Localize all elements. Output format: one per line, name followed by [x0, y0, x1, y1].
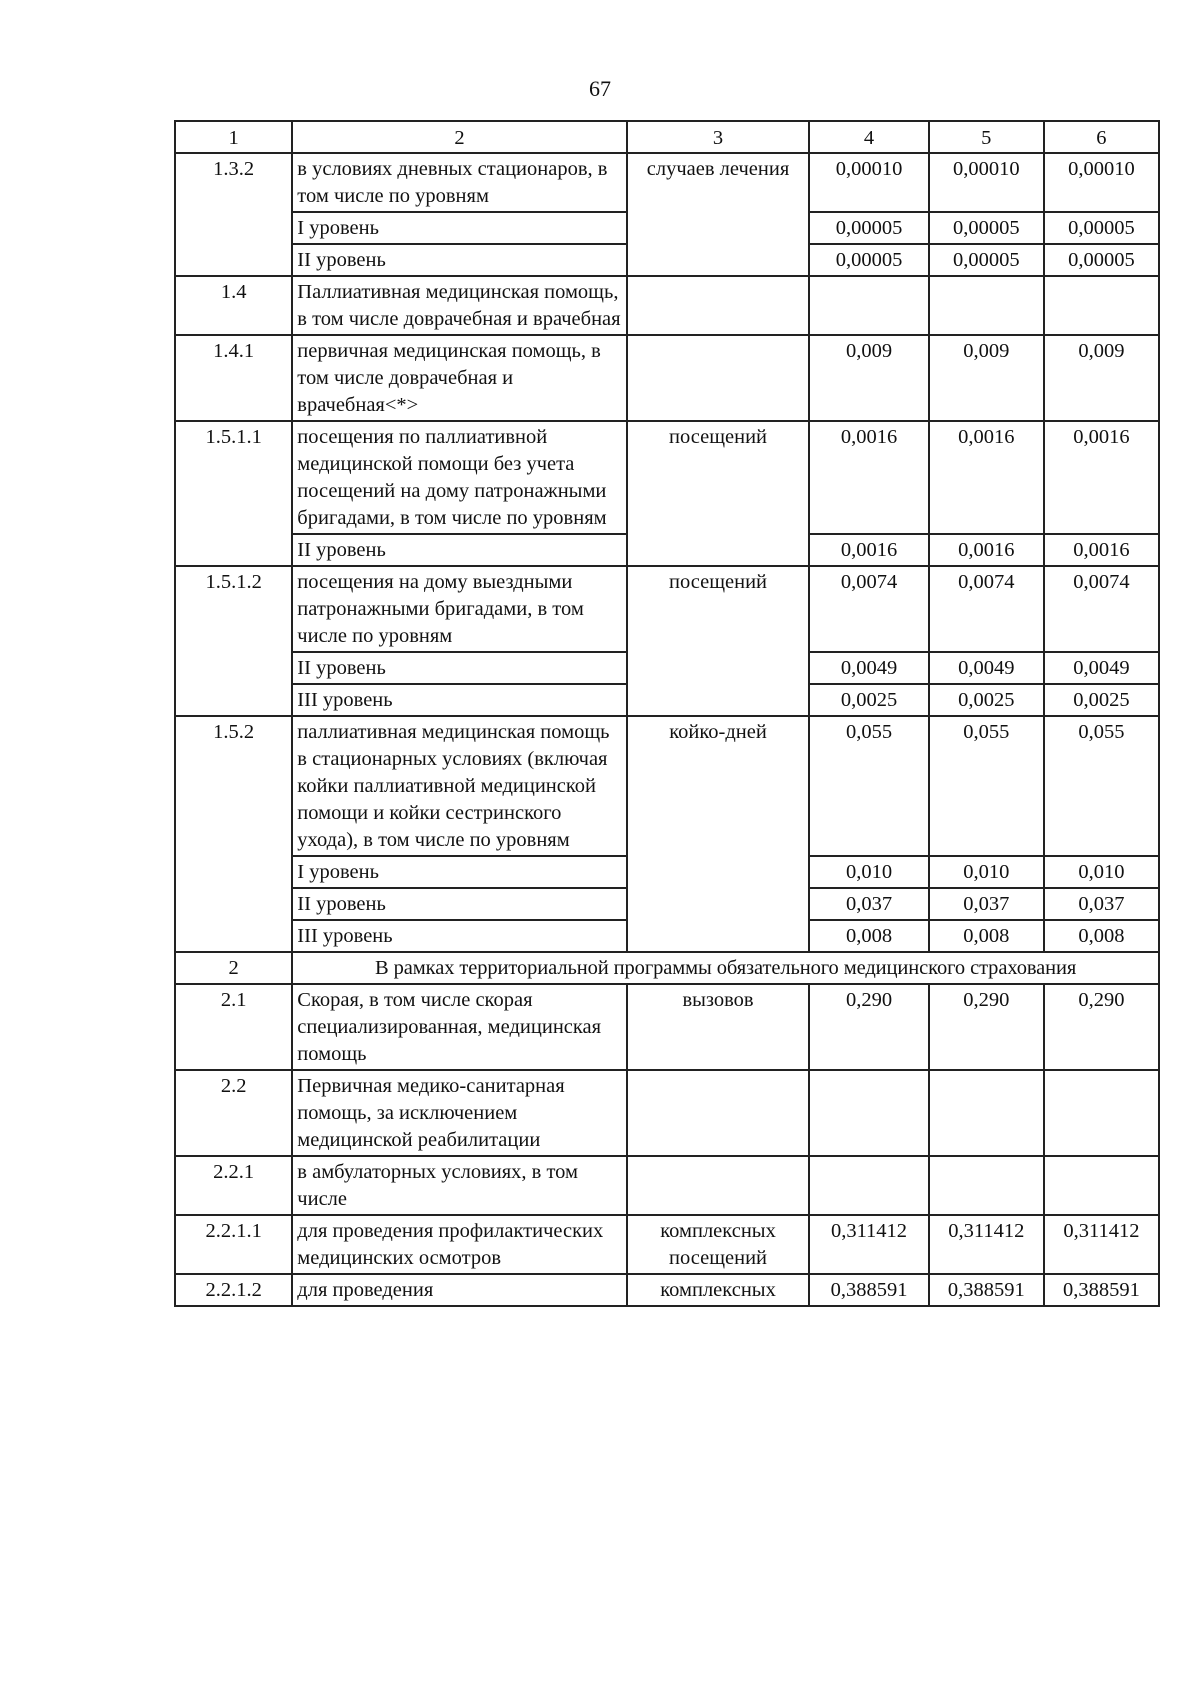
row-name: Скорая, в том числе скорая специализированная, медицинская помощь [292, 984, 627, 1070]
row-value-6: 0,009 [1044, 335, 1159, 421]
row-value-5: 0,037 [929, 888, 1044, 920]
table-row [175, 566, 1159, 652]
col-header-1: 1 [175, 121, 292, 153]
table-row [175, 276, 1159, 335]
table-row [175, 421, 1159, 534]
col-header-5: 5 [929, 121, 1044, 153]
row-name: в условиях дневных стационаров, в том числе по уровням [292, 153, 627, 212]
row-name: II уровень [292, 534, 627, 566]
row-name: паллиативная медицинская помощь в стационарных условиях (включая койки паллиативной медицинской помощи и койки сестринского ухода), в том числе по уровням [292, 716, 627, 856]
row-value-5: 0,009 [929, 335, 1044, 421]
row-value-5: 0,0049 [929, 652, 1044, 684]
row-code: 1.5.1.2 [175, 566, 292, 716]
row-value-5: 0,0074 [929, 566, 1044, 652]
page-number: 67 [589, 76, 611, 101]
row-code: 2.2.1.1 [175, 1215, 292, 1274]
row-code: 2.2.1 [175, 1156, 292, 1215]
row-value-6: 0,388591 [1044, 1274, 1159, 1306]
row-value-5 [929, 1070, 1044, 1156]
row-value-5: 0,008 [929, 920, 1044, 952]
row-value-6: 0,290 [1044, 984, 1159, 1070]
row-unit: посещений [627, 421, 809, 566]
row-unit [627, 1156, 809, 1215]
row-value-5: 0,388591 [929, 1274, 1044, 1306]
row-value-6: 0,00005 [1044, 212, 1159, 244]
col-header-2: 2 [292, 121, 627, 153]
row-code: 2 [175, 952, 292, 984]
row-value-6 [1044, 1156, 1159, 1215]
row-name: для проведения [292, 1274, 627, 1306]
row-value-4 [809, 276, 928, 335]
row-name: I уровень [292, 212, 627, 244]
row-value-4: 0,290 [809, 984, 928, 1070]
row-value-4: 0,008 [809, 920, 928, 952]
row-name: Первичная медико-санитарная помощь, за исключением медицинской реабилитации [292, 1070, 627, 1156]
row-value-6: 0,0016 [1044, 534, 1159, 566]
row-code: 2.2 [175, 1070, 292, 1156]
row-value-6: 0,00005 [1044, 244, 1159, 276]
row-value-5 [929, 1156, 1044, 1215]
row-value-4: 0,00010 [809, 153, 928, 212]
row-value-6: 0,008 [1044, 920, 1159, 952]
row-value-6 [1044, 276, 1159, 335]
row-value-6: 0,0049 [1044, 652, 1159, 684]
row-value-5: 0,0025 [929, 684, 1044, 716]
row-value-5: 0,0016 [929, 534, 1044, 566]
norms-table [174, 120, 1160, 1307]
row-unit [627, 335, 809, 421]
row-value-5: 0,00005 [929, 212, 1044, 244]
row-value-4: 0,0074 [809, 566, 928, 652]
row-code: 1.3.2 [175, 153, 292, 276]
table-row [175, 1156, 1159, 1215]
row-value-4: 0,009 [809, 335, 928, 421]
row-name: III уровень [292, 684, 627, 716]
row-value-6: 0,0016 [1044, 421, 1159, 534]
row-value-4: 0,00005 [809, 212, 928, 244]
table-row [175, 1274, 1159, 1306]
row-value-4 [809, 1070, 928, 1156]
row-value-5: 0,311412 [929, 1215, 1044, 1274]
row-value-6: 0,010 [1044, 856, 1159, 888]
section-row [175, 952, 1159, 984]
row-name: I уровень [292, 856, 627, 888]
header-row [175, 121, 1159, 153]
table-row [175, 1070, 1159, 1156]
row-value-6: 0,0025 [1044, 684, 1159, 716]
row-unit [627, 276, 809, 335]
row-value-6: 0,055 [1044, 716, 1159, 856]
row-code: 1.4 [175, 276, 292, 335]
row-value-4: 0,0025 [809, 684, 928, 716]
row-name: II уровень [292, 888, 627, 920]
row-value-5: 0,0016 [929, 421, 1044, 534]
row-code: 1.4.1 [175, 335, 292, 421]
row-value-6: 0,037 [1044, 888, 1159, 920]
table-row [175, 335, 1159, 421]
table-row [175, 984, 1159, 1070]
col-header-3: 3 [627, 121, 809, 153]
row-name: посещения по паллиативной медицинской помощи без учета посещений на дому патронажными бригадами, в том числе по уровням [292, 421, 627, 534]
row-value-4: 0,037 [809, 888, 928, 920]
row-value-6: 0,0074 [1044, 566, 1159, 652]
row-unit: случаев лечения [627, 153, 809, 276]
table-row [175, 716, 1159, 856]
row-value-5: 0,055 [929, 716, 1044, 856]
row-value-4: 0,311412 [809, 1215, 928, 1274]
row-name: Паллиативная медицинская помощь, в том числе доврачебная и врачебная [292, 276, 627, 335]
row-unit: вызовов [627, 984, 809, 1070]
row-unit: комплексных посещений [627, 1215, 809, 1274]
row-value-4: 0,010 [809, 856, 928, 888]
col-header-6: 6 [1044, 121, 1159, 153]
row-code: 2.1 [175, 984, 292, 1070]
row-code: 1.5.2 [175, 716, 292, 952]
row-value-5: 0,00005 [929, 244, 1044, 276]
row-code: 1.5.1.1 [175, 421, 292, 566]
row-name: для проведения профилактических медицинских осмотров [292, 1215, 627, 1274]
row-value-5: 0,00010 [929, 153, 1044, 212]
row-value-4: 0,388591 [809, 1274, 928, 1306]
row-name: посещения на дому выездными патронажными бригадами, в том числе по уровням [292, 566, 627, 652]
row-name: III уровень [292, 920, 627, 952]
row-value-4 [809, 1156, 928, 1215]
row-value-5 [929, 276, 1044, 335]
row-value-4: 0,0049 [809, 652, 928, 684]
row-code: 2.2.1.2 [175, 1274, 292, 1306]
row-value-4: 0,055 [809, 716, 928, 856]
row-value-6: 0,311412 [1044, 1215, 1159, 1274]
row-value-6 [1044, 1070, 1159, 1156]
row-unit: посещений [627, 566, 809, 716]
row-unit [627, 1070, 809, 1156]
row-value-4: 0,0016 [809, 421, 928, 534]
row-name: II уровень [292, 652, 627, 684]
row-value-4: 0,0016 [809, 534, 928, 566]
table-row [175, 1215, 1159, 1274]
row-name: в амбулаторных условиях, в том числе [292, 1156, 627, 1215]
row-unit: койко-дней [627, 716, 809, 952]
row-name: первичная медицинская помощь, в том числе доврачебная и врачебная<*> [292, 335, 627, 421]
row-name: II уровень [292, 244, 627, 276]
section-title: В рамках территориальной программы обязательного медицинского страхования [292, 952, 1159, 984]
row-value-6: 0,00010 [1044, 153, 1159, 212]
row-value-5: 0,010 [929, 856, 1044, 888]
row-unit: комплексных [627, 1274, 809, 1306]
row-value-5: 0,290 [929, 984, 1044, 1070]
row-value-4: 0,00005 [809, 244, 928, 276]
table-row [175, 153, 1159, 212]
col-header-4: 4 [809, 121, 928, 153]
